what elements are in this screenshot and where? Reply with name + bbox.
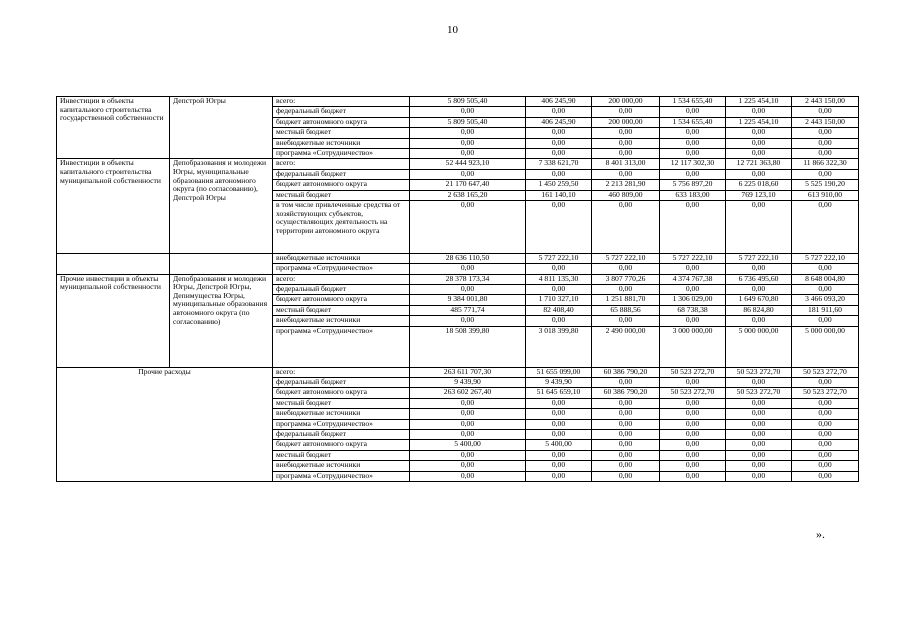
source-cell: федеральный бюджет <box>273 169 410 179</box>
value-cell: 2 490 000,00 <box>592 326 660 367</box>
value-cell: 0,00 <box>592 316 660 326</box>
value-cell: 0,00 <box>726 138 792 148</box>
value-cell: 0,00 <box>592 169 660 179</box>
source-cell: федеральный бюджет <box>273 285 410 295</box>
value-cell: 50 523 272,70 <box>660 367 726 377</box>
value-cell: 0,00 <box>792 450 859 460</box>
value-cell: 65 888,56 <box>592 305 660 315</box>
source-cell: программа «Сотрудничество» <box>273 471 410 481</box>
value-cell: 0,00 <box>592 285 660 295</box>
value-cell: 0,00 <box>410 450 526 460</box>
source-cell: программа «Сотрудничество» <box>273 419 410 429</box>
value-cell: 0,00 <box>592 200 660 253</box>
value-cell: 0,00 <box>526 285 592 295</box>
value-cell: 0,00 <box>660 200 726 253</box>
value-cell: 181 911,60 <box>792 305 859 315</box>
value-cell: 0,00 <box>410 461 526 471</box>
value-cell: 0,00 <box>660 429 726 439</box>
value-cell: 460 809,00 <box>592 190 660 200</box>
value-cell: 0,00 <box>726 461 792 471</box>
value-cell: 0,00 <box>592 128 660 138</box>
empty-cell <box>57 253 170 274</box>
value-cell: 0,00 <box>526 461 592 471</box>
value-cell: 50 523 272,70 <box>660 388 726 398</box>
value-cell: 0,00 <box>726 107 792 117</box>
value-cell: 0,00 <box>410 429 526 439</box>
value-cell: 0,00 <box>592 148 660 158</box>
value-cell: 0,00 <box>410 107 526 117</box>
value-cell: 613 910,00 <box>792 190 859 200</box>
value-cell: 0,00 <box>726 419 792 429</box>
value-cell: 0,00 <box>410 471 526 481</box>
source-cell: внебюджетные источники <box>273 316 410 326</box>
value-cell: 51 655 099,00 <box>526 367 592 377</box>
value-cell: 0,00 <box>792 200 859 253</box>
value-cell: 161 140,10 <box>526 190 592 200</box>
value-cell: 0,00 <box>726 264 792 274</box>
value-cell: 3 018 399,80 <box>526 326 592 367</box>
value-cell: 5 727 222,10 <box>526 253 592 263</box>
value-cell: 0,00 <box>792 128 859 138</box>
value-cell: 485 771,74 <box>410 305 526 315</box>
value-cell: 3 807 770,26 <box>592 274 660 284</box>
value-cell: 0,00 <box>592 461 660 471</box>
value-cell: 21 170 647,40 <box>410 180 526 190</box>
value-cell: 0,00 <box>726 450 792 460</box>
value-cell: 3 000 000,00 <box>660 326 726 367</box>
source-cell: программа «Сотрудничество» <box>273 264 410 274</box>
value-cell: 0,00 <box>526 409 592 419</box>
value-cell: 0,00 <box>726 429 792 439</box>
value-cell: 50 523 272,70 <box>726 388 792 398</box>
source-cell: всего: <box>273 159 410 169</box>
value-cell: 6 225 018,60 <box>726 180 792 190</box>
value-cell: 0,00 <box>792 378 859 388</box>
value-cell: 0,00 <box>592 419 660 429</box>
value-cell: 0,00 <box>792 169 859 179</box>
value-cell: 0,00 <box>592 440 660 450</box>
source-cell: внебюджетные источники <box>273 409 410 419</box>
value-cell: 0,00 <box>526 128 592 138</box>
value-cell: 0,00 <box>592 409 660 419</box>
value-cell: 0,00 <box>410 285 526 295</box>
value-cell: 28 636 110,50 <box>410 253 526 263</box>
value-cell: 0,00 <box>526 316 592 326</box>
value-cell: 0,00 <box>660 264 726 274</box>
value-cell: 0,00 <box>410 138 526 148</box>
value-cell: 0,00 <box>726 398 792 408</box>
source-cell: местный бюджет <box>273 398 410 408</box>
value-cell: 68 738,38 <box>660 305 726 315</box>
value-cell: 0,00 <box>660 169 726 179</box>
value-cell: 50 523 272,70 <box>792 388 859 398</box>
value-cell: 1 306 029,00 <box>660 295 726 305</box>
source-cell: всего: <box>273 274 410 284</box>
value-cell: 0,00 <box>526 264 592 274</box>
value-cell: 0,00 <box>526 471 592 481</box>
value-cell: 52 444 923,10 <box>410 159 526 169</box>
value-cell: 0,00 <box>592 398 660 408</box>
value-cell: 0,00 <box>410 128 526 138</box>
source-cell: местный бюджет <box>273 450 410 460</box>
value-cell: 0,00 <box>410 409 526 419</box>
source-cell: федеральный бюджет <box>273 429 410 439</box>
value-cell: 0,00 <box>726 471 792 481</box>
value-cell: 0,00 <box>726 316 792 326</box>
value-cell: 0,00 <box>660 128 726 138</box>
value-cell: 1 450 259,50 <box>526 180 592 190</box>
page-number: 10 <box>447 24 458 36</box>
value-cell: 0,00 <box>526 107 592 117</box>
value-cell: 60 386 790,20 <box>592 367 660 377</box>
value-cell: 0,00 <box>410 169 526 179</box>
value-cell: 0,00 <box>526 200 592 253</box>
value-cell: 0,00 <box>592 471 660 481</box>
value-cell: 0,00 <box>410 316 526 326</box>
value-cell: 0,00 <box>726 285 792 295</box>
value-cell: 263 602 267,40 <box>410 388 526 398</box>
value-cell: 2 443 150,00 <box>792 117 859 127</box>
value-cell: 4 374 767,38 <box>660 274 726 284</box>
source-cell: программа «Сотрудничество» <box>273 326 410 367</box>
value-cell: 0,00 <box>592 138 660 148</box>
value-cell: 0,00 <box>660 461 726 471</box>
value-cell: 0,00 <box>660 450 726 460</box>
value-cell: 0,00 <box>526 450 592 460</box>
value-cell: 0,00 <box>526 429 592 439</box>
value-cell: 1 225 454,10 <box>726 97 792 107</box>
value-cell: 5 000 000,00 <box>726 326 792 367</box>
value-cell: 0,00 <box>792 316 859 326</box>
executor-cell: Депобразования и молодежи Югры, муниципальные образования автономного округа (по согласованию), Депстрой Югры <box>170 159 273 254</box>
value-cell: 200 000,00 <box>592 97 660 107</box>
value-cell: 0,00 <box>526 169 592 179</box>
group-name-cell: Прочие инвестиции в объекты муниципальной собственности <box>57 274 170 367</box>
source-cell: внебюджетные источники <box>273 253 410 263</box>
source-cell: внебюджетные источники <box>273 138 410 148</box>
value-cell: 200 000,00 <box>592 117 660 127</box>
value-cell: 0,00 <box>410 148 526 158</box>
value-cell: 0,00 <box>660 419 726 429</box>
value-cell: 5 727 222,10 <box>660 253 726 263</box>
value-cell: 0,00 <box>792 107 859 117</box>
value-cell: 0,00 <box>592 450 660 460</box>
table-row <box>57 274 859 284</box>
value-cell: 0,00 <box>726 169 792 179</box>
value-cell: 0,00 <box>792 398 859 408</box>
budget-table <box>56 96 859 482</box>
value-cell: 0,00 <box>726 409 792 419</box>
value-cell: 0,00 <box>792 419 859 429</box>
value-cell: 0,00 <box>660 316 726 326</box>
value-cell: 1 534 655,40 <box>660 97 726 107</box>
value-cell: 51 645 659,10 <box>526 388 592 398</box>
value-cell: 9 439,90 <box>410 378 526 388</box>
source-cell: в том числе привлеченные средства от хозяйствующих субъектов, осуществляющих деятельность на территории автономного округа <box>273 200 410 253</box>
value-cell: 0,00 <box>592 378 660 388</box>
value-cell: 0,00 <box>660 138 726 148</box>
value-cell: 5 809 505,40 <box>410 117 526 127</box>
table-row <box>57 253 859 263</box>
value-cell: 0,00 <box>526 419 592 429</box>
group-name-cell: Инвестиции в объекты капитального строительства муниципальной собственности <box>57 159 170 254</box>
value-cell: 1 251 881,70 <box>592 295 660 305</box>
value-cell: 0,00 <box>660 409 726 419</box>
value-cell: 7 338 621,70 <box>526 159 592 169</box>
value-cell: 82 408,40 <box>526 305 592 315</box>
value-cell: 9 439,90 <box>526 378 592 388</box>
value-cell: 2 638 165,20 <box>410 190 526 200</box>
value-cell: 0,00 <box>660 398 726 408</box>
value-cell: 9 384 001,80 <box>410 295 526 305</box>
value-cell: 0,00 <box>726 440 792 450</box>
value-cell: 5 727 222,10 <box>792 253 859 263</box>
value-cell: 406 245,90 <box>526 97 592 107</box>
executor-cell: Депобразования и молодежи Югры, Депстрой Югры, Депимущества Югры, муниципальные образования автономного округа (по согласованию) <box>170 274 273 367</box>
value-cell: 0,00 <box>660 107 726 117</box>
source-cell: всего: <box>273 97 410 107</box>
value-cell: 5 756 897,20 <box>660 180 726 190</box>
value-cell: 0,00 <box>660 471 726 481</box>
value-cell: 5 000 000,00 <box>792 326 859 367</box>
closing-quote-mark: ». <box>816 527 825 541</box>
value-cell: 1 534 655,40 <box>660 117 726 127</box>
value-cell: 0,00 <box>792 138 859 148</box>
value-cell: 86 824,80 <box>726 305 792 315</box>
value-cell: 12 721 363,80 <box>726 159 792 169</box>
value-cell: 0,00 <box>592 264 660 274</box>
value-cell: 1 710 327,10 <box>526 295 592 305</box>
value-cell: 0,00 <box>526 398 592 408</box>
value-cell: 0,00 <box>792 409 859 419</box>
value-cell: 406 245,90 <box>526 117 592 127</box>
table-row <box>57 367 859 377</box>
value-cell: 11 866 322,30 <box>792 159 859 169</box>
value-cell: 0,00 <box>526 148 592 158</box>
value-cell: 0,00 <box>660 148 726 158</box>
value-cell: 0,00 <box>592 429 660 439</box>
value-cell: 0,00 <box>792 285 859 295</box>
value-cell: 6 736 495,60 <box>726 274 792 284</box>
value-cell: 769 123,10 <box>726 190 792 200</box>
value-cell: 5 400,00 <box>526 440 592 450</box>
value-cell: 0,00 <box>726 128 792 138</box>
value-cell: 0,00 <box>660 440 726 450</box>
value-cell: 3 466 093,20 <box>792 295 859 305</box>
value-cell: 60 386 790,20 <box>592 388 660 398</box>
source-cell: программа «Сотрудничество» <box>273 148 410 158</box>
value-cell: 0,00 <box>410 419 526 429</box>
source-cell: всего: <box>273 367 410 377</box>
table-row <box>57 97 859 107</box>
value-cell: 28 378 173,34 <box>410 274 526 284</box>
table-row <box>57 159 859 169</box>
value-cell: 0,00 <box>410 398 526 408</box>
value-cell: 0,00 <box>792 440 859 450</box>
value-cell: 0,00 <box>526 138 592 148</box>
source-cell: бюджет автономного округа <box>273 295 410 305</box>
value-cell: 0,00 <box>792 429 859 439</box>
value-cell: 0,00 <box>792 148 859 158</box>
executor-cell: Депстрой Югры <box>170 97 273 159</box>
source-cell: местный бюджет <box>273 190 410 200</box>
value-cell: 0,00 <box>660 378 726 388</box>
group-name-cell: Прочие расходы <box>57 367 273 481</box>
value-cell: 0,00 <box>592 107 660 117</box>
value-cell: 0,00 <box>792 264 859 274</box>
value-cell: 633 183,00 <box>660 190 726 200</box>
value-cell: 8 401 313,00 <box>592 159 660 169</box>
empty-cell <box>170 253 273 274</box>
value-cell: 5 400,00 <box>410 440 526 450</box>
source-cell: внебюджетные источники <box>273 461 410 471</box>
value-cell: 18 508 399,80 <box>410 326 526 367</box>
value-cell: 5 525 190,20 <box>792 180 859 190</box>
source-cell: бюджет автономного округа <box>273 440 410 450</box>
value-cell: 1 649 670,80 <box>726 295 792 305</box>
value-cell: 4 811 135,30 <box>526 274 592 284</box>
value-cell: 2 443 150,00 <box>792 97 859 107</box>
value-cell: 12 117 302,30 <box>660 159 726 169</box>
source-cell: федеральный бюджет <box>273 107 410 117</box>
value-cell: 1 225 454,10 <box>726 117 792 127</box>
group-name-cell: Инвестиции в объекты капитального строительства государственной собственности <box>57 97 170 159</box>
source-cell: бюджет автономного округа <box>273 388 410 398</box>
value-cell: 0,00 <box>660 285 726 295</box>
value-cell: 5 727 222,10 <box>726 253 792 263</box>
value-cell: 50 523 272,70 <box>792 367 859 377</box>
value-cell: 50 523 272,70 <box>726 367 792 377</box>
source-cell: бюджет автономного округа <box>273 180 410 190</box>
source-cell: местный бюджет <box>273 305 410 315</box>
value-cell: 5 809 505,40 <box>410 97 526 107</box>
source-cell: бюджет автономного округа <box>273 117 410 127</box>
value-cell: 0,00 <box>792 461 859 471</box>
value-cell: 5 727 222,10 <box>592 253 660 263</box>
value-cell: 8 648 004,80 <box>792 274 859 284</box>
value-cell: 0,00 <box>726 378 792 388</box>
value-cell: 0,00 <box>410 264 526 274</box>
value-cell: 0,00 <box>792 471 859 481</box>
source-cell: местный бюджет <box>273 128 410 138</box>
value-cell: 0,00 <box>410 200 526 253</box>
source-cell: федеральный бюджет <box>273 378 410 388</box>
value-cell: 263 611 707,30 <box>410 367 526 377</box>
value-cell: 0,00 <box>726 148 792 158</box>
value-cell: 2 213 281,90 <box>592 180 660 190</box>
value-cell: 0,00 <box>726 200 792 253</box>
